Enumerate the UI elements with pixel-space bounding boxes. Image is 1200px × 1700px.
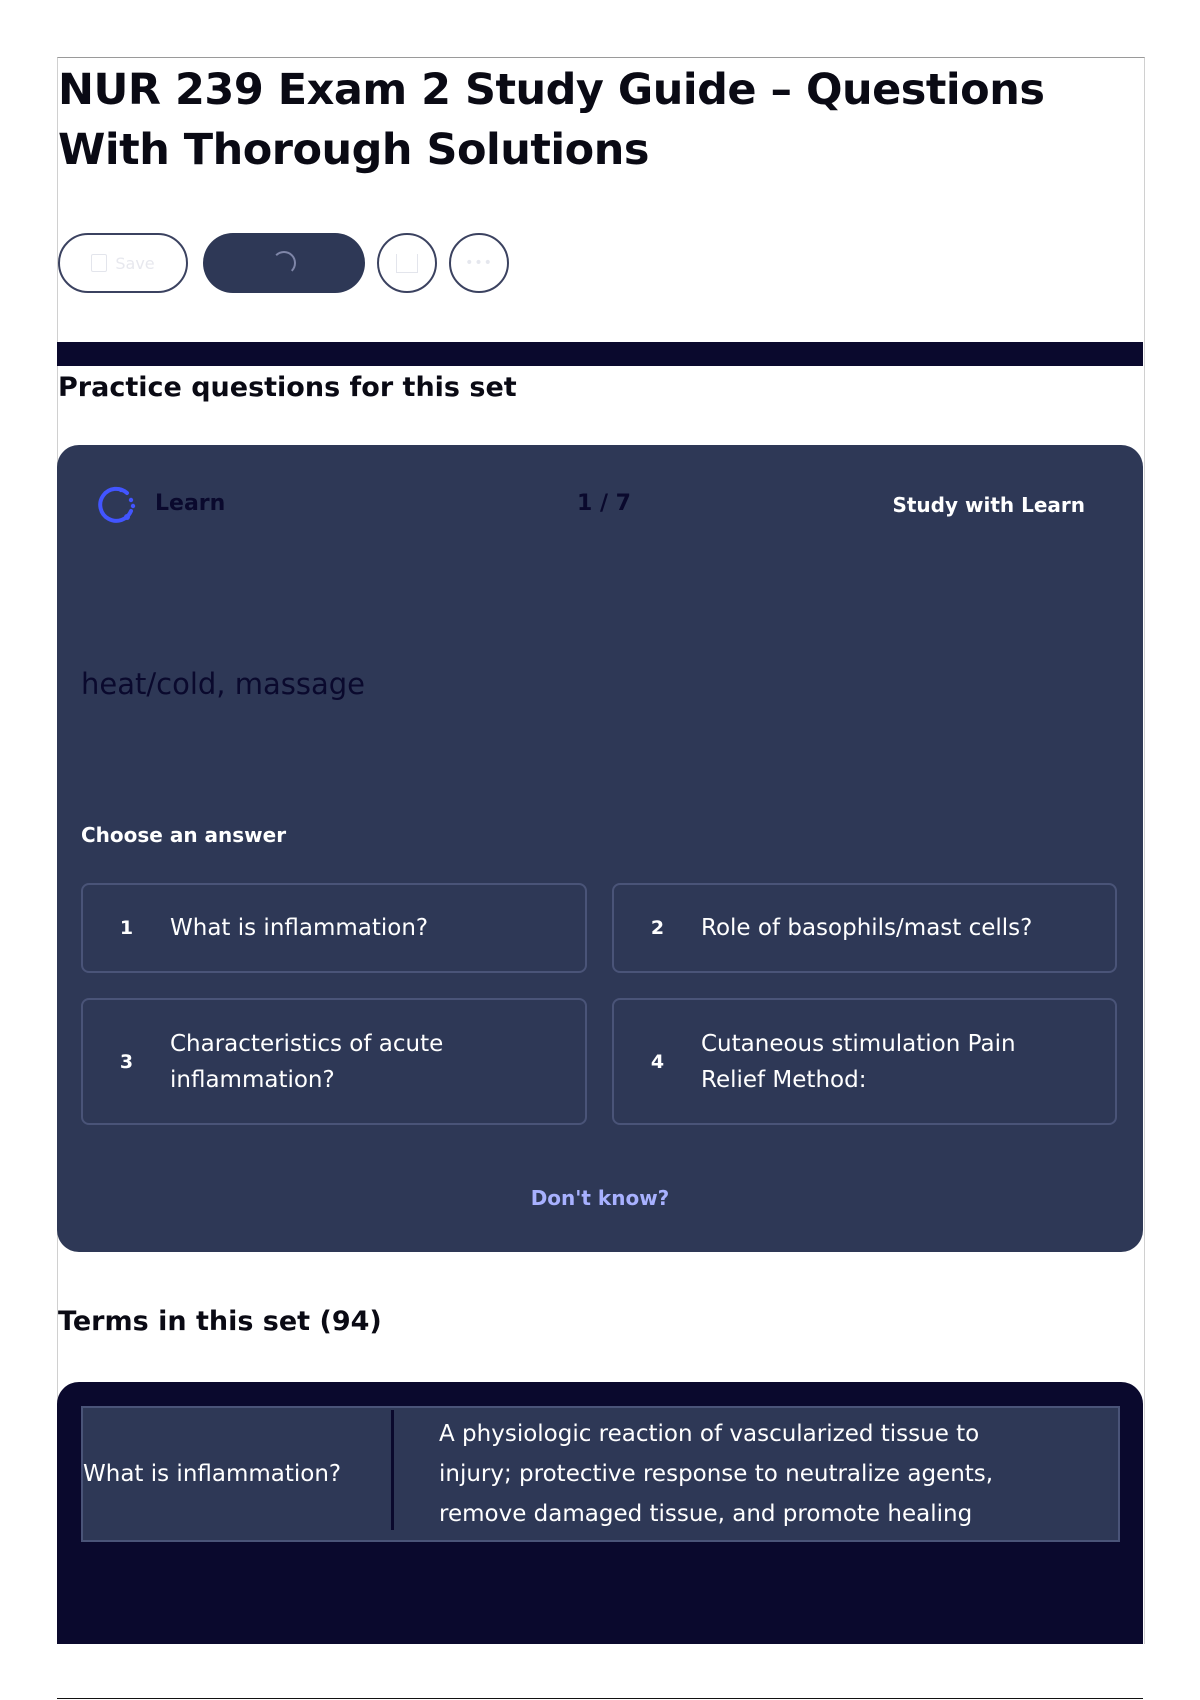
learn-card [57, 445, 1143, 1252]
option-text: Cutaneous stimulation Pain Relief Method: [701, 1030, 1016, 1093]
learn-header [97, 481, 1107, 529]
answer-option-4[interactable] [612, 998, 1117, 1125]
section-divider-bar [57, 342, 1143, 366]
answer-option-3[interactable] [81, 998, 587, 1125]
bookmark-icon [91, 254, 107, 272]
learn-icon [97, 485, 137, 525]
option-text: Characteristics of acute inflammation? [170, 1030, 444, 1093]
save-button-label: Save [115, 253, 155, 273]
question-progress: 1 / 7 [577, 491, 631, 516]
option-text: What is inflammation? [170, 915, 429, 941]
term-definition: A physiologic reaction of vascularized tissue to injury; protective response to neutralize agents, remove damaged tissue, and promote healing [439, 1421, 994, 1527]
terms-heading: Terms in this set (94) [58, 1306, 382, 1337]
learn-label: Learn [155, 491, 226, 516]
choose-answer-label: Choose an answer [81, 823, 287, 847]
loading-spinner-icon [272, 251, 296, 275]
option-number: 3 [119, 1050, 134, 1073]
dont-know-button[interactable]: Don't know? [530, 1186, 670, 1210]
option-text: Role of basophils/mast cells? [701, 915, 1033, 941]
study-with-learn-link[interactable]: Study with Learn [892, 493, 1085, 517]
answer-option-2[interactable] [612, 883, 1117, 973]
practice-heading: Practice questions for this set [58, 372, 517, 403]
option-number: 4 [650, 1050, 665, 1073]
question-prompt: heat/cold, massage [81, 667, 365, 701]
terms-card [57, 1382, 1143, 1644]
term-divider [391, 1410, 394, 1530]
option-number: 2 [650, 917, 665, 939]
answer-option-1[interactable] [81, 883, 587, 973]
page-title: NUR 239 Exam 2 Study Guide – Questions With Thorough Solutions [58, 65, 1045, 175]
term-row [81, 1406, 1120, 1542]
share-button[interactable] [377, 233, 437, 293]
option-number: 1 [119, 917, 134, 939]
share-icon [396, 254, 418, 273]
study-button[interactable] [203, 233, 365, 293]
page-bottom-rule [57, 1698, 1143, 1699]
save-button[interactable] [58, 233, 188, 293]
term-word: What is inflammation? [83, 1461, 342, 1487]
more-button[interactable] [449, 233, 509, 293]
more-icon: ••• [465, 255, 493, 271]
